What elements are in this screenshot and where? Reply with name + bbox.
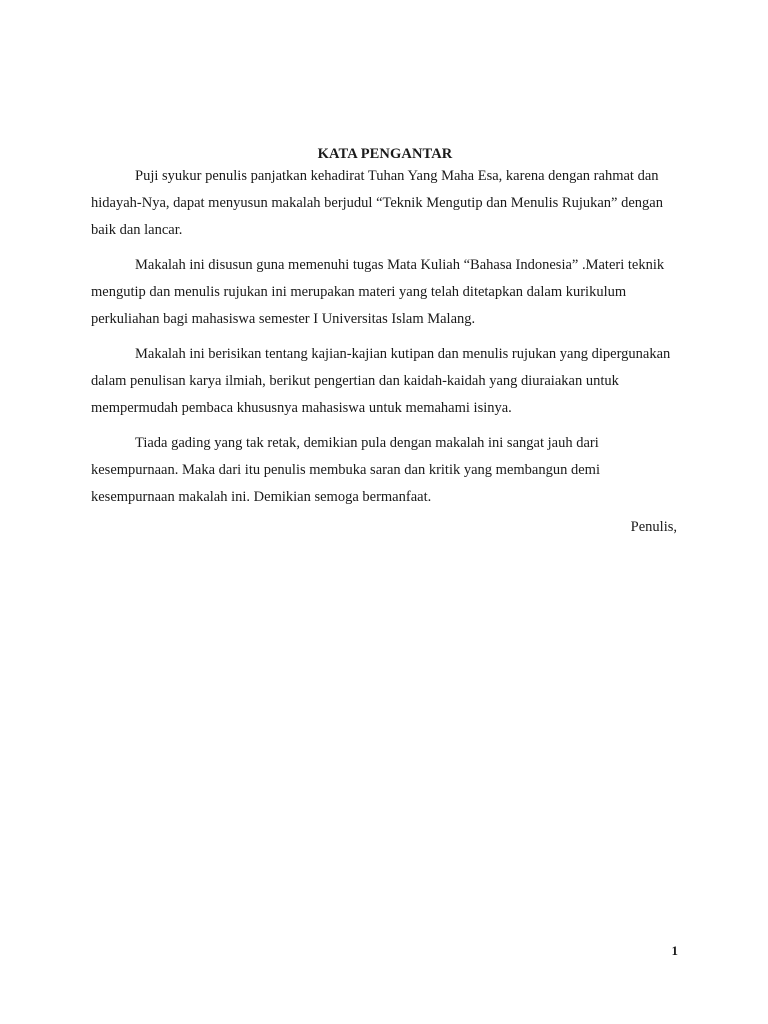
paragraph-2: Makalah ini disusun guna memenuhi tugas Mata Kuliah “Bahasa Indonesia” .Materi teknik mengutip dan menulis rujukan ini merupakan materi yang telah ditetapkan dalam kurikulum perkuliahan bagi mahasiswa semester I Universitas Islam Malang. bbox=[91, 257, 665, 327]
document-body bbox=[91, 145, 679, 519]
paragraph-3: Makalah ini berisikan tentang kajian-kajian kutipan dan menulis rujukan yang dipergunakan dalam penulisan karya ilmiah, berikut pengertian dan kaidah-kaidah yang diuraiakan untuk mempermudah pembaca khususnya mahasiswa untuk memahami isinya. bbox=[91, 346, 671, 416]
page-number: 1 bbox=[671, 943, 678, 958]
signature: Penulis, bbox=[630, 519, 677, 535]
page-title: KATA PENGANTAR bbox=[317, 146, 453, 162]
paragraph-1: Puji syukur penulis panjatkan kehadirat Tuhan Yang Maha Esa, karena dengan rahmat dan hidayah-Nya, dapat menyusun makalah berjudul “Teknik Mengutip dan Menulis Rujukan” dengan baik dan lancar. bbox=[91, 168, 663, 238]
paragraph-4: Tiada gading yang tak retak, demikian pula dengan makalah ini sangat jauh dari kesempurnaan. Maka dari itu penulis membuka saran dan kritik yang membangun demi kesempurnaan makalah ini. Demikian semoga bermanfaat. bbox=[91, 435, 600, 505]
